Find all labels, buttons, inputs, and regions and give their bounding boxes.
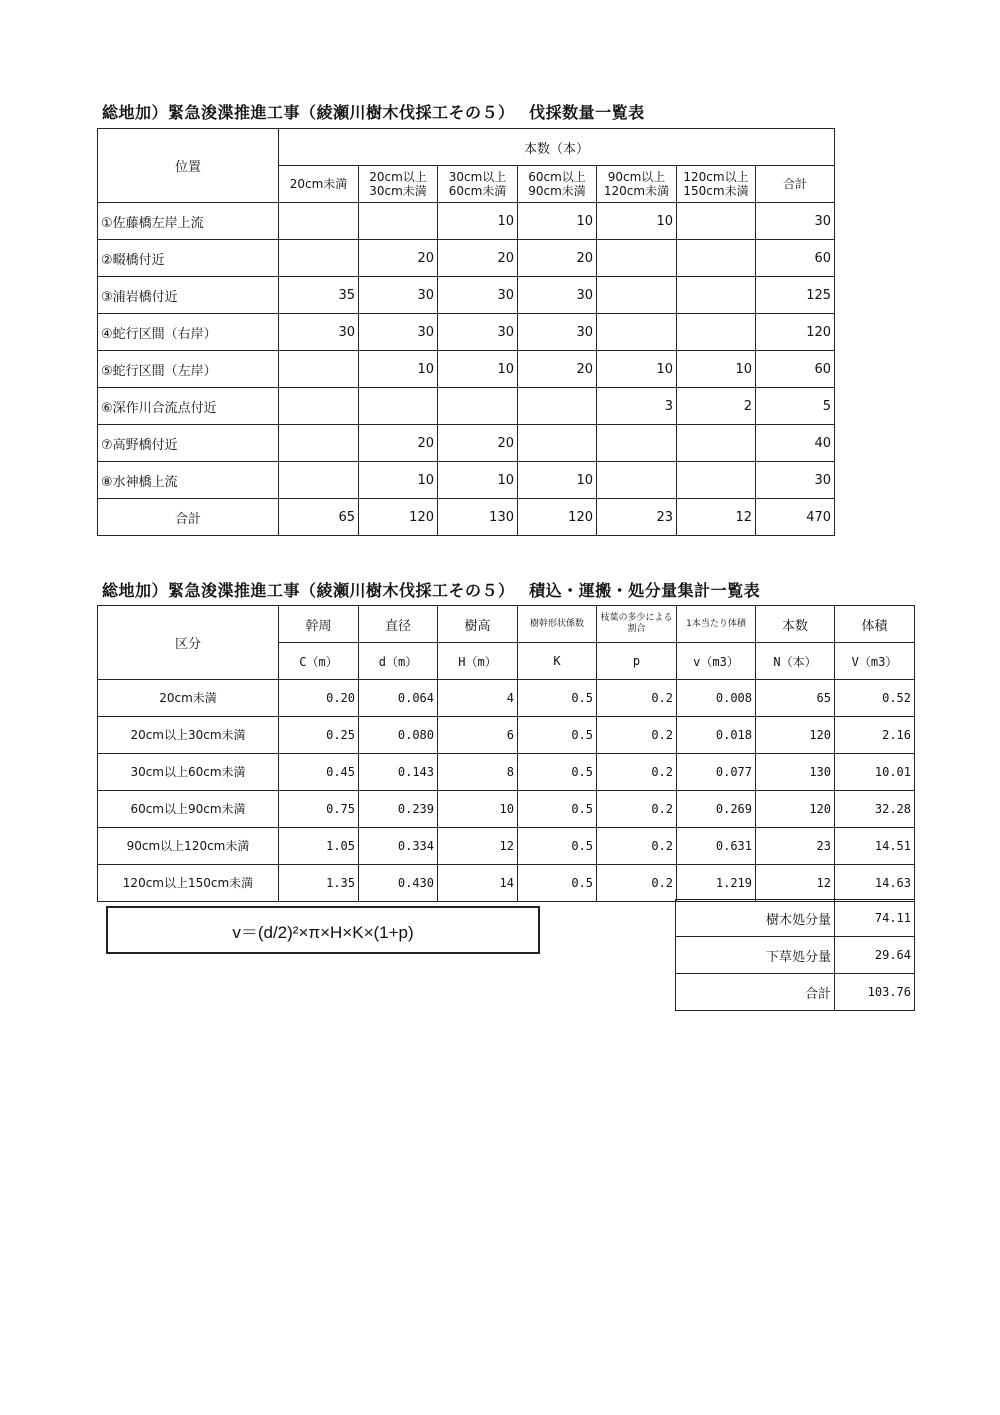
row-label: 120cm以上150cm未満 — [98, 865, 279, 902]
col-name: 1本当たり体積 — [677, 606, 756, 643]
table-row — [98, 754, 915, 791]
col-name: 樹幹形状係数 — [518, 606, 597, 643]
table-row — [98, 865, 915, 902]
table-cell: 12 — [438, 828, 518, 865]
col-header: 30cm以上 60cm未満 — [438, 166, 518, 203]
col-header: 20cm未満 — [279, 166, 359, 203]
table-cell: 0.2 — [597, 754, 677, 791]
table-cell — [359, 203, 438, 240]
table-cell: 0.080 — [359, 717, 438, 754]
table-cell: 0.143 — [359, 754, 438, 791]
table-cell: 470 — [756, 499, 835, 536]
row-label: 90cm以上120cm未満 — [98, 828, 279, 865]
table-cell: 1.05 — [279, 828, 359, 865]
table-cell — [677, 314, 756, 351]
table-row — [98, 791, 915, 828]
table-cell: 1.219 — [677, 865, 756, 902]
table-cell: 4 — [438, 680, 518, 717]
row-label: 20cm以上30cm未満 — [98, 717, 279, 754]
table-cell: 32.28 — [835, 791, 915, 828]
table-row — [98, 203, 835, 240]
table-cell — [677, 462, 756, 499]
col-name: 幹周 — [279, 606, 359, 643]
table-cell: 10 — [597, 203, 677, 240]
col-unit: v（m3） — [677, 643, 756, 680]
row-label: ①佐藤橋左岸上流 — [98, 203, 279, 240]
table-cell: 0.239 — [359, 791, 438, 828]
table-cell — [359, 388, 438, 425]
col-unit: K — [518, 643, 597, 680]
table-row — [98, 240, 835, 277]
table-cell: 0.20 — [279, 680, 359, 717]
table-cell: 1.35 — [279, 865, 359, 902]
table-cell: 65 — [756, 680, 835, 717]
table-cell: 60 — [756, 240, 835, 277]
table-cell: 20 — [518, 351, 597, 388]
row-label: ③浦岩橋付近 — [98, 277, 279, 314]
table-cell: 120 — [756, 314, 835, 351]
table-cell — [597, 240, 677, 277]
table-cell: 0.5 — [518, 754, 597, 791]
col-unit: N（本） — [756, 643, 835, 680]
col-header: 合計 — [756, 166, 835, 203]
row-label: ⑤蛇行区間（左岸） — [98, 351, 279, 388]
table-cell — [279, 240, 359, 277]
table-cell — [597, 314, 677, 351]
table-cell — [597, 277, 677, 314]
table-row — [98, 425, 835, 462]
table-row — [98, 462, 835, 499]
table-cell: 0.52 — [835, 680, 915, 717]
table-cell — [279, 462, 359, 499]
col-unit: H（m） — [438, 643, 518, 680]
table-cell: 8 — [438, 754, 518, 791]
table-cell: 2 — [677, 388, 756, 425]
table-cell — [677, 425, 756, 462]
table-cell: 10 — [438, 462, 518, 499]
table-cell: 0.5 — [518, 865, 597, 902]
table-cell: 30 — [359, 277, 438, 314]
table-cell: 30 — [279, 314, 359, 351]
table-cell: 0.334 — [359, 828, 438, 865]
table-cell — [438, 388, 518, 425]
table-cell: 3 — [597, 388, 677, 425]
table-cell: 0.269 — [677, 791, 756, 828]
table-cell: 0.064 — [359, 680, 438, 717]
table-cell: 65 — [279, 499, 359, 536]
table-cell — [677, 277, 756, 314]
table-cell: 20 — [359, 425, 438, 462]
row-label: ②畷橋付近 — [98, 240, 279, 277]
volume-formula: v＝(d/2)²×π×H×K×(1+p) — [106, 906, 540, 954]
table-cell: 0.5 — [518, 717, 597, 754]
disposal-volume-table — [97, 605, 915, 902]
table-cell: 10 — [359, 351, 438, 388]
table-cell — [518, 388, 597, 425]
summary-value: 103.76 — [835, 974, 915, 1011]
table-cell: 5 — [756, 388, 835, 425]
table-cell: 14.63 — [835, 865, 915, 902]
table-cell: 130 — [756, 754, 835, 791]
table-cell: 10 — [359, 462, 438, 499]
table-cell: 120 — [359, 499, 438, 536]
kubun-header: 区分 — [98, 606, 279, 680]
table-cell: 2.16 — [835, 717, 915, 754]
table-cell: 30 — [438, 314, 518, 351]
table-cell: 0.2 — [597, 680, 677, 717]
table-cell: 30 — [756, 203, 835, 240]
col-unit: p — [597, 643, 677, 680]
table-cell — [279, 425, 359, 462]
table-row — [98, 717, 915, 754]
table2-title: 総地加）緊急浚渫推進工事（綾瀬川樹木伐採工その５） 積込・運搬・処分量集計一覧表 — [102, 581, 761, 600]
summary-label: 下草処分量 — [676, 937, 835, 974]
table-cell: 0.077 — [677, 754, 756, 791]
table-cell: 120 — [756, 717, 835, 754]
col-header: 60cm以上 90cm未満 — [518, 166, 597, 203]
table-cell: 0.5 — [518, 791, 597, 828]
col-unit: V（m3） — [835, 643, 915, 680]
summary-table — [675, 899, 915, 1011]
table-cell: 0.25 — [279, 717, 359, 754]
col-name: 直径 — [359, 606, 438, 643]
table-cell: 0.45 — [279, 754, 359, 791]
row-label: 30cm以上60cm未満 — [98, 754, 279, 791]
table-cell: 14.51 — [835, 828, 915, 865]
cut-quantity-table — [97, 128, 835, 536]
table1-title: 総地加）緊急浚渫推進工事（綾瀬川樹木伐採工その５） 伐採数量一覧表 — [102, 103, 645, 122]
table-cell: 40 — [756, 425, 835, 462]
count-header: 本数（本） — [279, 129, 835, 166]
table-cell: 10 — [677, 351, 756, 388]
table-cell: 10 — [438, 351, 518, 388]
row-label: ④蛇行区間（右岸） — [98, 314, 279, 351]
table-cell: 10 — [438, 203, 518, 240]
table-cell: 125 — [756, 277, 835, 314]
table-cell: 20 — [359, 240, 438, 277]
summary-label: 樹木処分量 — [676, 900, 835, 937]
table-cell: 0.430 — [359, 865, 438, 902]
table-cell: 10.01 — [835, 754, 915, 791]
summary-value: 74.11 — [835, 900, 915, 937]
table-cell: 35 — [279, 277, 359, 314]
table-cell: 6 — [438, 717, 518, 754]
summary-value: 29.64 — [835, 937, 915, 974]
table-cell: 30 — [518, 277, 597, 314]
row-label: 20cm未満 — [98, 680, 279, 717]
row-label: ⑥深作川合流点付近 — [98, 388, 279, 425]
table-cell: 23 — [597, 499, 677, 536]
table-cell: 30 — [438, 277, 518, 314]
table-cell: 0.2 — [597, 791, 677, 828]
table-cell: 23 — [756, 828, 835, 865]
table-cell — [279, 203, 359, 240]
table-cell — [677, 240, 756, 277]
table-cell — [518, 425, 597, 462]
table-cell: 10 — [518, 462, 597, 499]
table-row — [98, 388, 835, 425]
table-cell: 0.5 — [518, 680, 597, 717]
col-header: 90cm以上 120cm未満 — [597, 166, 677, 203]
table-cell: 0.5 — [518, 828, 597, 865]
table-cell: 0.008 — [677, 680, 756, 717]
table-cell — [279, 388, 359, 425]
table-cell: 12 — [756, 865, 835, 902]
table-cell: 120 — [756, 791, 835, 828]
table-cell: 14 — [438, 865, 518, 902]
table-cell — [677, 203, 756, 240]
position-header: 位置 — [98, 129, 279, 203]
table-cell: 20 — [438, 240, 518, 277]
table-cell: 0.75 — [279, 791, 359, 828]
table-row — [98, 277, 835, 314]
col-unit: d（m） — [359, 643, 438, 680]
col-unit: C（m） — [279, 643, 359, 680]
table-cell: 10 — [438, 791, 518, 828]
table-cell: 0.631 — [677, 828, 756, 865]
table-cell — [279, 351, 359, 388]
table-cell: 20 — [438, 425, 518, 462]
table-row — [98, 351, 835, 388]
col-header: 20cm以上 30cm未満 — [359, 166, 438, 203]
table-cell: 0.2 — [597, 717, 677, 754]
table-cell: 30 — [359, 314, 438, 351]
col-name: 枝葉の多少による割合 — [597, 606, 677, 643]
row-label: 合計 — [98, 499, 279, 536]
col-header: 120cm以上 150cm未満 — [677, 166, 756, 203]
total-row — [98, 499, 835, 536]
table-cell: 20 — [518, 240, 597, 277]
summary-label: 合計 — [676, 974, 835, 1011]
row-label: ⑦高野橋付近 — [98, 425, 279, 462]
table-cell: 30 — [756, 462, 835, 499]
col-name: 樹高 — [438, 606, 518, 643]
row-label: ⑧水神橋上流 — [98, 462, 279, 499]
table-cell: 0.2 — [597, 828, 677, 865]
table-cell: 0.018 — [677, 717, 756, 754]
table-row — [98, 828, 915, 865]
table-cell: 30 — [518, 314, 597, 351]
table-cell: 130 — [438, 499, 518, 536]
table-cell: 10 — [518, 203, 597, 240]
table-cell — [597, 425, 677, 462]
table-cell: 60 — [756, 351, 835, 388]
table-cell: 0.2 — [597, 865, 677, 902]
table-row — [98, 314, 835, 351]
table-cell — [597, 462, 677, 499]
row-label: 60cm以上90cm未満 — [98, 791, 279, 828]
table-cell: 120 — [518, 499, 597, 536]
table-row — [98, 680, 915, 717]
col-name: 体積 — [835, 606, 915, 643]
table-cell: 12 — [677, 499, 756, 536]
col-name: 本数 — [756, 606, 835, 643]
table-cell: 10 — [597, 351, 677, 388]
